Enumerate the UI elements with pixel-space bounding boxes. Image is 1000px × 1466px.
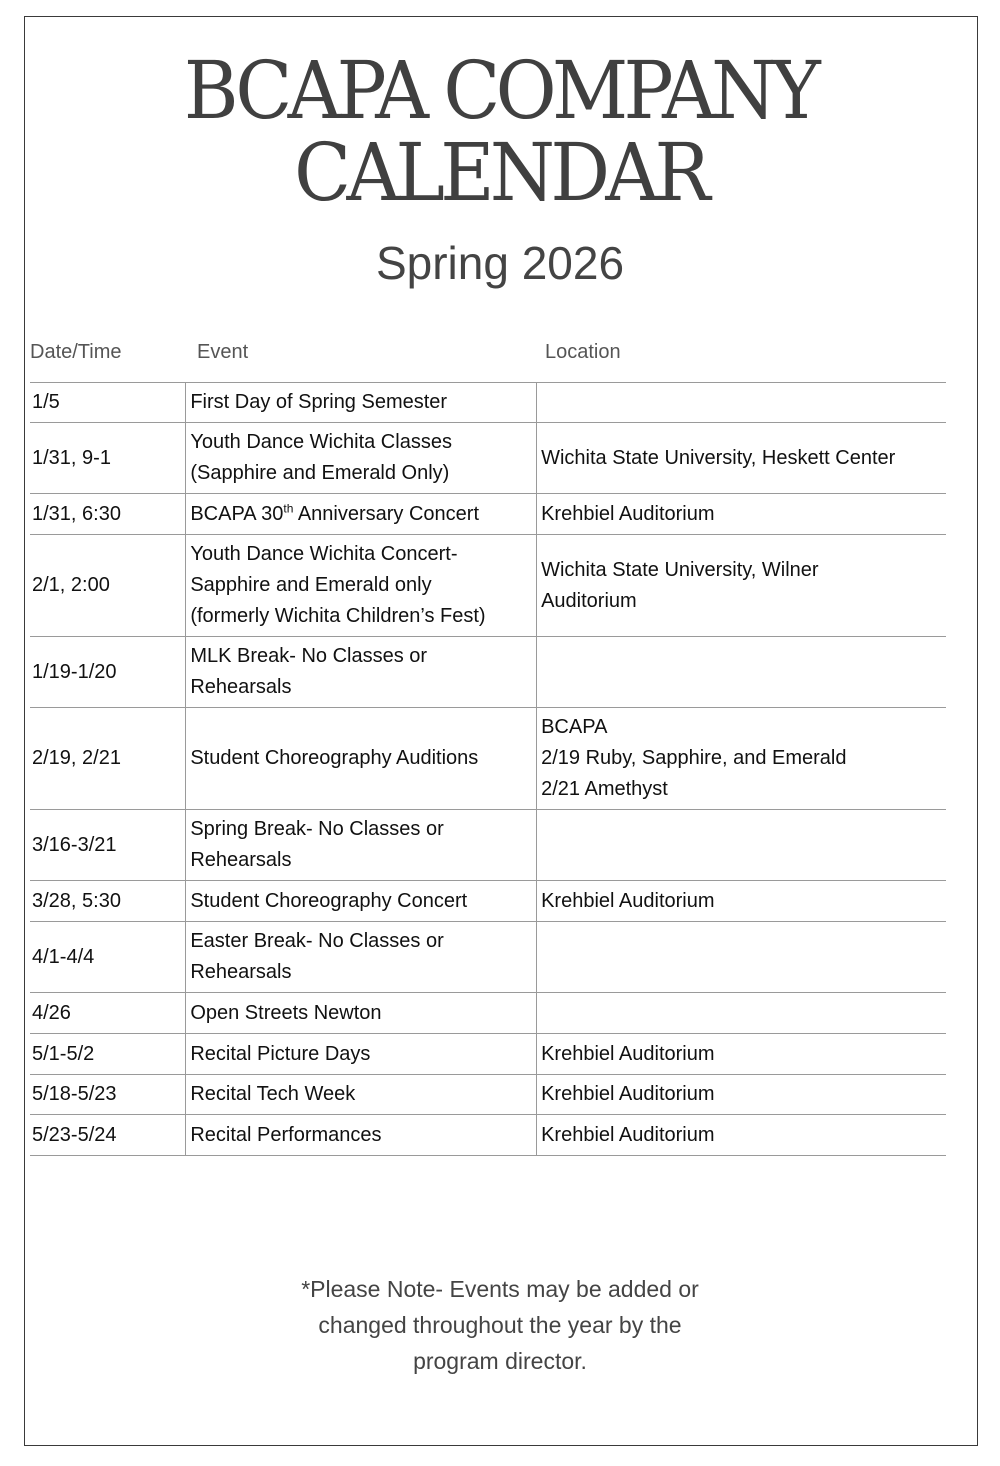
cell-date	[30, 637, 186, 708]
cell-date	[30, 423, 186, 494]
date-text: 3/28, 5:30	[32, 889, 121, 912]
cell-location	[537, 1034, 946, 1075]
cell-event	[186, 881, 537, 922]
note-line-3: program director.	[413, 1348, 587, 1374]
event-text-sup: th	[283, 500, 294, 515]
cell-location	[537, 494, 946, 535]
cell-date	[30, 922, 186, 993]
table-row	[30, 637, 946, 708]
table-row	[30, 1034, 946, 1075]
date-text: 1/19-1/20	[32, 660, 117, 683]
date-text: 4/26	[32, 1001, 71, 1024]
cell-event	[186, 494, 537, 535]
event-line: Rehearsals	[190, 676, 292, 698]
date-text: 1/31, 6:30	[32, 502, 121, 525]
event-line: Youth Dance Wichita Concert-	[190, 543, 458, 565]
event-text-pre: BCAPA 30	[190, 502, 284, 525]
cell-date	[30, 1115, 186, 1156]
event-line: Recital Picture Days	[190, 1042, 371, 1065]
event-line: First Day of Spring Semester	[190, 391, 448, 413]
cell-date	[30, 383, 186, 423]
cell-event	[186, 993, 537, 1034]
event-line: MLK Break- No Classes or	[190, 645, 428, 667]
note-line-1: *Please Note- Events may be added or	[301, 1276, 699, 1302]
cell-location	[537, 993, 946, 1034]
cell-date	[30, 810, 186, 881]
event-line: Sapphire and Emerald only	[190, 574, 432, 596]
cell-date	[30, 535, 186, 637]
table-row	[30, 383, 946, 423]
date-text: 2/19, 2/21	[32, 747, 121, 769]
cell-location	[537, 1075, 946, 1115]
date-text: 1/31, 9-1	[32, 446, 111, 469]
cell-date	[30, 993, 186, 1034]
table-row	[30, 993, 946, 1034]
cell-event	[186, 1034, 537, 1075]
cell-event	[186, 708, 537, 810]
event-line: Open Streets Newton	[190, 1001, 382, 1024]
cell-location	[537, 423, 946, 494]
column-header-event: Event	[197, 341, 249, 363]
location-line: Krehbiel Auditorium	[541, 502, 715, 525]
cell-date	[30, 881, 186, 922]
event-line: Youth Dance Wichita Classes	[190, 431, 452, 453]
date-text: 3/16-3/21	[32, 833, 117, 856]
cell-location	[537, 810, 946, 881]
column-header-location: Location	[545, 341, 621, 363]
event-line: Rehearsals	[190, 961, 292, 983]
event-line: Recital Performances	[190, 1123, 382, 1146]
cell-location	[537, 708, 946, 810]
note-line-2: changed throughout the year by the	[318, 1312, 682, 1338]
location-line: BCAPA	[541, 716, 608, 738]
location-line: Auditorium	[541, 589, 637, 612]
cell-event	[186, 1075, 537, 1115]
cell-location	[537, 383, 946, 423]
cell-location	[537, 1115, 946, 1156]
event-line: Easter Break- No Classes or	[190, 930, 444, 952]
location-line: Krehbiel Auditorium	[541, 1123, 715, 1146]
cell-location	[537, 881, 946, 922]
event-line: Spring Break- No Classes or	[190, 818, 444, 840]
cell-date	[30, 494, 186, 535]
table-row	[30, 423, 946, 494]
footer-note	[0, 1271, 1000, 1379]
date-text: 4/1-4/4	[32, 945, 95, 968]
cell-event	[186, 423, 537, 494]
cell-date	[30, 708, 186, 810]
date-text: 5/23-5/24	[32, 1123, 117, 1146]
cell-location	[537, 535, 946, 637]
cell-location	[537, 922, 946, 993]
table-row	[30, 922, 946, 993]
cell-event	[186, 383, 537, 423]
event-text-post: Anniversary Concert	[293, 502, 480, 525]
date-text: 5/1-5/2	[32, 1042, 95, 1065]
table-row	[30, 881, 946, 922]
cell-location	[537, 637, 946, 708]
cell-event	[186, 810, 537, 881]
date-text: 2/1, 2:00	[32, 574, 110, 596]
location-line: 2/21 Amethyst	[541, 778, 668, 800]
location-line: Wichita State University, Wilner	[541, 558, 819, 581]
location-line: Krehbiel Auditorium	[541, 1083, 715, 1105]
table-row	[30, 810, 946, 881]
event-line: (Sapphire and Emerald Only)	[190, 462, 450, 484]
table-row	[30, 708, 946, 810]
table-row	[30, 1075, 946, 1115]
cell-event	[186, 922, 537, 993]
column-header-date: Date/Time	[30, 341, 122, 363]
cell-date	[30, 1075, 186, 1115]
location-line: Krehbiel Auditorium	[541, 889, 715, 912]
location-line: Krehbiel Auditorium	[541, 1042, 715, 1065]
table-row	[30, 1115, 946, 1156]
cell-event	[186, 535, 537, 637]
date-text: 5/18-5/23	[32, 1083, 117, 1105]
event-line: Recital Tech Week	[190, 1083, 356, 1105]
page-subtitle: Spring 2026	[375, 237, 625, 289]
date-text: 1/5	[32, 391, 60, 413]
cell-event	[186, 1115, 537, 1156]
event-line: (formerly Wichita Children’s Fest)	[190, 605, 486, 627]
title-line-1: BCAPA COMPANY	[183, 44, 817, 137]
title-line-2: CALENDAR	[294, 126, 706, 219]
cell-date	[30, 1034, 186, 1075]
location-line: 2/19 Ruby, Sapphire, and Emerald	[541, 747, 847, 769]
table-row	[30, 535, 946, 637]
calendar-table	[30, 382, 946, 1156]
location-line: Wichita State University, Heskett Center	[541, 446, 896, 469]
page-title	[35, 44, 965, 219]
table-row	[30, 494, 946, 535]
event-line: Student Choreography Concert	[190, 889, 468, 912]
event-line: Rehearsals	[190, 849, 292, 871]
event-line: Student Choreography Auditions	[190, 747, 479, 769]
cell-event	[186, 637, 537, 708]
